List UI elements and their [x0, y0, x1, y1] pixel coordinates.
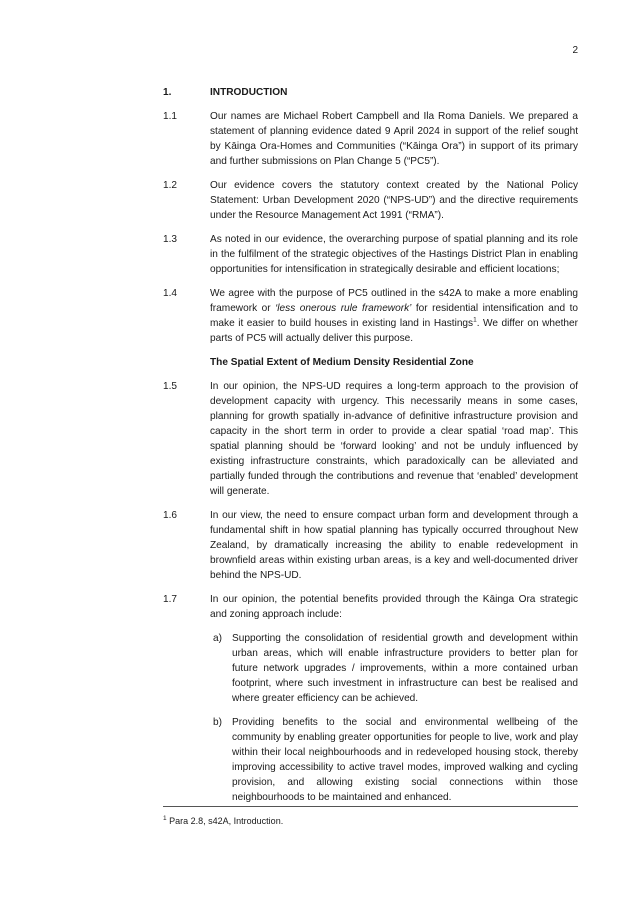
- subheading: The Spatial Extent of Medium Density Residential Zone: [210, 357, 474, 368]
- list-item-text: Supporting the consolidation of residential growth and development within urban areas, which will enable infrastructure providers to better plan for future network upgrades / improvements, within a more contained urban footprint, where such investment in infrastructure can best be realised and where greater efficiency can be achieved.: [232, 633, 578, 704]
- section-title: INTRODUCTION: [210, 87, 288, 98]
- paragraph-text: In our opinion, the potential benefits provided through the Kāinga Ora strategic and zoning approach include:: [210, 594, 578, 620]
- list-item-text: Providing benefits to the social and environmental wellbeing of the community by enabling greater opportunities for people to live, work and play within their local neighbourhoods and in redeveloped housing stock, thereby improving accessibility to active travel modes, improved walking and cycling provision, and allowing existing social connections within those neighbourhoods to be maintained and enhanced.: [232, 717, 578, 803]
- footnote-marker: 1: [163, 815, 167, 822]
- paragraph-number: 1.5: [163, 381, 178, 392]
- text-run: We agree with the purpose of PC5 outlined in the s42A to make a more enabling framework or: [210, 288, 578, 314]
- paragraph-1-3: [163, 232, 578, 277]
- paragraph-text: As noted in our evidence, the overarching purpose of spatial planning and its role in the fulfilment of the strategic objectives of the Hastings District Plan in enabling opportunities for intensification in strategically desirable and efficient locations;: [210, 234, 578, 275]
- paragraph-1-2: [163, 178, 578, 223]
- text-run: for residential intensification and to make it easier to build houses in existing land in Hastings: [210, 303, 578, 329]
- paragraph-text: [210, 286, 578, 346]
- document-body: [163, 85, 578, 814]
- paragraph-number: 1.3: [163, 234, 178, 245]
- footnote-1: [163, 815, 283, 827]
- paragraph-1-7: [163, 592, 578, 622]
- paragraph-text: In our view, the need to ensure compact urban form and development through a fundamental shift in how spatial planning has typically occurred throughout New Zealand, by dramatically increasing the ability to enable redevelopment in brownfield areas within existing urban areas, is a key and well-documented driver behind the NPS-UD.: [210, 510, 578, 581]
- list-item-label: b): [213, 717, 222, 728]
- section-number: 1.: [163, 87, 172, 98]
- section-heading: [163, 85, 578, 100]
- paragraph-1-5: [163, 379, 578, 499]
- paragraph-text: Our names are Michael Robert Campbell and Ila Roma Daniels. We prepared a statement of planning evidence dated 9 April 2024 in support of the relief sought by Kāinga Ora-Homes and Communities (“Kāinga Ora”) in support of its primary and further submissions on Plan Change 5 (“PC5”).: [210, 111, 578, 167]
- paragraph-text: In our opinion, the NPS-UD requires a long-term approach to the provision of development capacity with urgency. This necessarily means in some cases, planning for growth spatially in-advance of definitive infrastructure provision and capacity in the short term in order to provide a clear spatial ‘road map’. This spatial planning should be ‘forward looking’ and not be unduly influenced by existing infrastructure constraints, which paradoxically can be alleviated and partially funded through the contributions and revenue that ‘enabled’ development will generate.: [210, 381, 578, 497]
- paragraph-1-6: [163, 508, 578, 583]
- footnote-text: Para 2.8, s42A, Introduction.: [166, 816, 284, 826]
- page-number: 2: [572, 45, 578, 56]
- footnote-separator: [163, 806, 578, 807]
- paragraph-number: 1.7: [163, 594, 178, 605]
- list-item-b: [210, 715, 578, 805]
- paragraph-1-4: [163, 286, 578, 346]
- list-item-a: [210, 631, 578, 706]
- text-run: . We differ on whether parts of PC5 will actually deliver this purpose.: [210, 318, 578, 344]
- quoted-phrase: ‘less onerous rule framework’: [275, 303, 412, 314]
- paragraph-number: 1.1: [163, 111, 178, 122]
- paragraph-1-1: [163, 109, 578, 169]
- paragraph-number: 1.4: [163, 288, 178, 299]
- footnote-reference[interactable]: 1: [473, 316, 477, 324]
- paragraph-number: 1.6: [163, 510, 178, 521]
- paragraph-text: Our evidence covers the statutory context created by the National Policy Statement: Urban Development 2020 (“NPS-UD”) and the directive requirements under the Resource Management Act 1991 (“RMA”).: [210, 180, 578, 221]
- paragraph-number: 1.2: [163, 180, 178, 191]
- list-item-label: a): [213, 633, 222, 644]
